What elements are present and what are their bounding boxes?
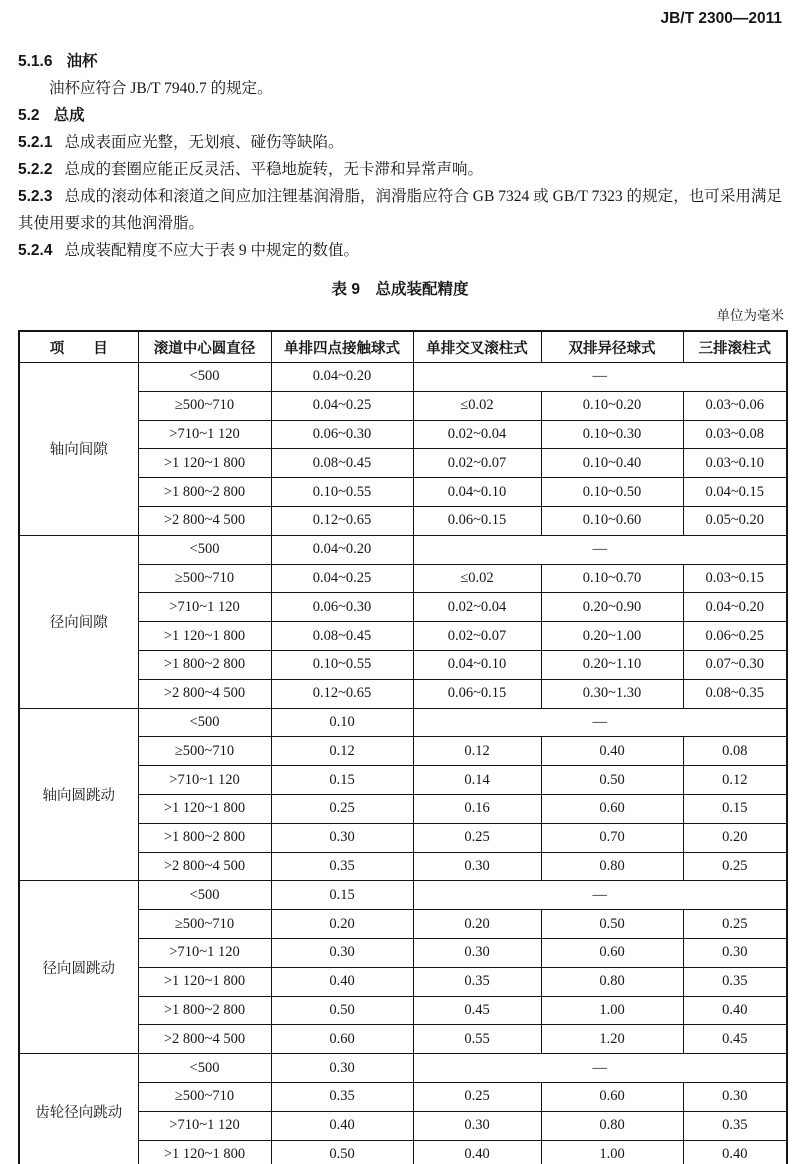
value-cell: 0.15: [683, 794, 787, 823]
value-cell: 0.40: [541, 737, 683, 766]
value-cell: 0.25: [271, 794, 413, 823]
diameter-range-cell: <500: [138, 363, 271, 392]
value-cell: 0.04~0.20: [271, 535, 413, 564]
value-cell: 0.55: [413, 1025, 541, 1054]
value-cell: 0.30: [271, 1054, 413, 1083]
clause-text: 总成的套圈应能正反灵活、平稳地旋转，无卡滞和异常声响。: [64, 161, 483, 178]
value-cell: —: [413, 1054, 787, 1083]
value-cell: 0.04~0.10: [413, 650, 541, 679]
item-label-cell: 轴向圆跳动: [19, 708, 138, 881]
value-cell: 0.06~0.25: [683, 622, 787, 651]
diameter-range-cell: >710~1 120: [138, 938, 271, 967]
value-cell: 0.10~0.20: [541, 391, 683, 420]
table-row: [19, 363, 787, 392]
value-cell: 0.08~0.35: [683, 679, 787, 708]
value-cell: 0.80: [541, 852, 683, 881]
value-cell: 0.10~0.50: [541, 478, 683, 507]
value-cell: 0.35: [271, 1082, 413, 1111]
value-cell: 0.10~0.55: [271, 650, 413, 679]
diameter-range-cell: >1 800~2 800: [138, 823, 271, 852]
value-cell: 1.20: [541, 1025, 683, 1054]
value-cell: 0.03~0.15: [683, 564, 787, 593]
value-cell: 0.02~0.07: [413, 449, 541, 478]
clause-5-1-6-heading: [18, 48, 782, 75]
clause-number: 5.2.1: [18, 134, 53, 151]
value-cell: 0.20~1.10: [541, 650, 683, 679]
value-cell: 0.30: [413, 1111, 541, 1140]
value-cell: 0.60: [541, 938, 683, 967]
value-cell: 0.50: [271, 996, 413, 1025]
diameter-range-cell: ≥500~710: [138, 737, 271, 766]
value-cell: 0.08: [683, 737, 787, 766]
diameter-range-cell: >1 120~1 800: [138, 449, 271, 478]
value-cell: 0.20: [413, 910, 541, 939]
diameter-range-cell: <500: [138, 708, 271, 737]
diameter-range-cell: <500: [138, 1054, 271, 1083]
value-cell: ≤0.02: [413, 564, 541, 593]
column-header-single-row-four-point-ball: 单排四点接触球式: [271, 331, 413, 363]
item-label-cell: 轴向间隙: [19, 363, 138, 536]
value-cell: 0.35: [683, 1111, 787, 1140]
item-label-cell: 齿轮径向跳动: [19, 1054, 138, 1164]
value-cell: 0.60: [271, 1025, 413, 1054]
value-cell: 0.06~0.15: [413, 506, 541, 535]
value-cell: —: [413, 881, 787, 910]
value-cell: 0.40: [271, 967, 413, 996]
clause-5-2-2: [18, 156, 782, 183]
table-body: [19, 363, 787, 1164]
value-cell: 0.15: [271, 766, 413, 795]
value-cell: 0.10~0.40: [541, 449, 683, 478]
value-cell: 0.30~1.30: [541, 679, 683, 708]
value-cell: 0.06~0.30: [271, 420, 413, 449]
value-cell: —: [413, 535, 787, 564]
value-cell: 0.10~0.55: [271, 478, 413, 507]
value-cell: 0.80: [541, 967, 683, 996]
value-cell: 0.20: [271, 910, 413, 939]
value-cell: 0.25: [413, 1082, 541, 1111]
diameter-range-cell: >2 800~4 500: [138, 506, 271, 535]
table-title: 表 9 总成装配精度: [331, 281, 469, 298]
diameter-range-cell: <500: [138, 881, 271, 910]
value-cell: 0.04~0.20: [683, 593, 787, 622]
value-cell: 0.10: [271, 708, 413, 737]
value-cell: 0.60: [541, 1082, 683, 1111]
value-cell: 0.35: [683, 967, 787, 996]
clause-title: 油杯: [66, 53, 98, 70]
value-cell: 0.30: [413, 938, 541, 967]
value-cell: —: [413, 363, 787, 392]
value-cell: 0.05~0.20: [683, 506, 787, 535]
value-cell: 0.03~0.06: [683, 391, 787, 420]
value-cell: ≤0.02: [413, 391, 541, 420]
value-cell: 0.10~0.30: [541, 420, 683, 449]
value-cell: 0.30: [683, 1082, 787, 1111]
value-cell: 0.30: [271, 938, 413, 967]
value-cell: 0.08~0.45: [271, 449, 413, 478]
clause-number: 5.2.4: [18, 242, 53, 259]
value-cell: 1.00: [541, 1140, 683, 1164]
value-cell: 0.20: [683, 823, 787, 852]
value-cell: 0.20~0.90: [541, 593, 683, 622]
item-label-cell: 径向圆跳动: [19, 881, 138, 1054]
value-cell: 0.04~0.10: [413, 478, 541, 507]
clause-number: 5.2: [18, 107, 40, 124]
clause-5-1-6-body: 油杯应符合 JB/T 7940.7 的规定。: [49, 80, 273, 97]
diameter-range-cell: >2 800~4 500: [138, 1025, 271, 1054]
value-cell: 0.04~0.25: [271, 391, 413, 420]
clause-number: 5.2.3: [18, 188, 53, 205]
value-cell: 0.35: [413, 967, 541, 996]
value-cell: 0.02~0.04: [413, 593, 541, 622]
value-cell: 0.07~0.30: [683, 650, 787, 679]
diameter-range-cell: >1 800~2 800: [138, 478, 271, 507]
table-row: [19, 1054, 787, 1083]
value-cell: 0.04~0.20: [271, 363, 413, 392]
table-row: [19, 708, 787, 737]
value-cell: 0.04~0.25: [271, 564, 413, 593]
clause-number: 5.1.6: [18, 53, 53, 70]
unit-note: 单位为毫米: [716, 308, 784, 323]
clause-number: 5.2.2: [18, 161, 53, 178]
column-header-item: 项 目: [19, 331, 138, 363]
diameter-range-cell: ≥500~710: [138, 564, 271, 593]
clause-text: 总成表面应光整，无划痕、碰伤等缺陷。: [64, 134, 344, 151]
table-row: [19, 535, 787, 564]
column-header-double-row-different-ball: 双排异径球式: [541, 331, 683, 363]
value-cell: 0.45: [683, 1025, 787, 1054]
clause-5-2-3: [18, 183, 782, 237]
diameter-range-cell: ≥500~710: [138, 910, 271, 939]
value-cell: 0.12: [683, 766, 787, 795]
value-cell: 0.40: [413, 1140, 541, 1164]
value-cell: 0.25: [683, 910, 787, 939]
diameter-range-cell: >710~1 120: [138, 593, 271, 622]
diameter-range-cell: >1 120~1 800: [138, 1140, 271, 1164]
value-cell: 0.40: [683, 1140, 787, 1164]
value-cell: 0.20~1.00: [541, 622, 683, 651]
value-cell: 0.60: [541, 794, 683, 823]
standard-code-header: JB/T 2300—2011: [660, 10, 782, 27]
value-cell: 0.30: [683, 938, 787, 967]
value-cell: —: [413, 708, 787, 737]
value-cell: 0.06~0.15: [413, 679, 541, 708]
diameter-range-cell: <500: [138, 535, 271, 564]
value-cell: 0.35: [271, 852, 413, 881]
table-header-row: [19, 331, 787, 363]
clause-content: [18, 48, 782, 303]
value-cell: 0.50: [541, 766, 683, 795]
clause-title: 总成: [53, 107, 85, 124]
clause-text: 总成的滚动体和滚道之间应加注锂基润滑脂，润滑脂应符合 GB 7324 或 GB/T 7323 的规定，也可采用满足其使用要求的其他润滑脂。: [18, 188, 782, 232]
value-cell: 0.03~0.10: [683, 449, 787, 478]
value-cell: 0.12: [271, 737, 413, 766]
value-cell: 0.10~0.70: [541, 564, 683, 593]
diameter-range-cell: >710~1 120: [138, 1111, 271, 1140]
value-cell: 0.06~0.30: [271, 593, 413, 622]
assembly-precision-table: [18, 330, 788, 1164]
value-cell: 0.03~0.08: [683, 420, 787, 449]
value-cell: 0.40: [271, 1111, 413, 1140]
diameter-range-cell: >710~1 120: [138, 420, 271, 449]
diameter-range-cell: >1 120~1 800: [138, 794, 271, 823]
diameter-range-cell: >1 120~1 800: [138, 967, 271, 996]
value-cell: 0.15: [271, 881, 413, 910]
value-cell: 0.02~0.07: [413, 622, 541, 651]
value-cell: 0.40: [683, 996, 787, 1025]
diameter-range-cell: >2 800~4 500: [138, 679, 271, 708]
value-cell: 1.00: [541, 996, 683, 1025]
diameter-range-cell: >2 800~4 500: [138, 852, 271, 881]
value-cell: 0.70: [541, 823, 683, 852]
table-row: [19, 881, 787, 910]
diameter-range-cell: ≥500~710: [138, 1082, 271, 1111]
value-cell: 0.30: [413, 852, 541, 881]
diameter-range-cell: >1 800~2 800: [138, 650, 271, 679]
clause-5-2-4: [18, 237, 782, 264]
clause-text: 总成装配精度不应大于表 9 中规定的数值。: [64, 242, 359, 259]
value-cell: 0.02~0.04: [413, 420, 541, 449]
column-header-single-row-crossed-roller: 单排交叉滚柱式: [413, 331, 541, 363]
value-cell: 0.12: [413, 737, 541, 766]
value-cell: 0.45: [413, 996, 541, 1025]
table-area: [18, 306, 786, 1164]
value-cell: 0.50: [271, 1140, 413, 1164]
value-cell: 0.25: [683, 852, 787, 881]
value-cell: 0.08~0.45: [271, 622, 413, 651]
value-cell: 0.12~0.65: [271, 679, 413, 708]
value-cell: 0.80: [541, 1111, 683, 1140]
value-cell: 0.04~0.15: [683, 478, 787, 507]
column-header-raceway-diameter: 滚道中心圆直径: [138, 331, 271, 363]
item-label-cell: 径向间隙: [19, 535, 138, 708]
clause-5-2-heading: [18, 102, 782, 129]
value-cell: 0.10~0.60: [541, 506, 683, 535]
value-cell: 0.12~0.65: [271, 506, 413, 535]
value-cell: 0.50: [541, 910, 683, 939]
value-cell: 0.25: [413, 823, 541, 852]
clause-5-2-1: [18, 129, 782, 156]
diameter-range-cell: >1 120~1 800: [138, 622, 271, 651]
value-cell: 0.14: [413, 766, 541, 795]
diameter-range-cell: >1 800~2 800: [138, 996, 271, 1025]
diameter-range-cell: >710~1 120: [138, 766, 271, 795]
diameter-range-cell: ≥500~710: [138, 391, 271, 420]
value-cell: 0.30: [271, 823, 413, 852]
column-header-triple-row-roller: 三排滚柱式: [683, 331, 787, 363]
value-cell: 0.16: [413, 794, 541, 823]
